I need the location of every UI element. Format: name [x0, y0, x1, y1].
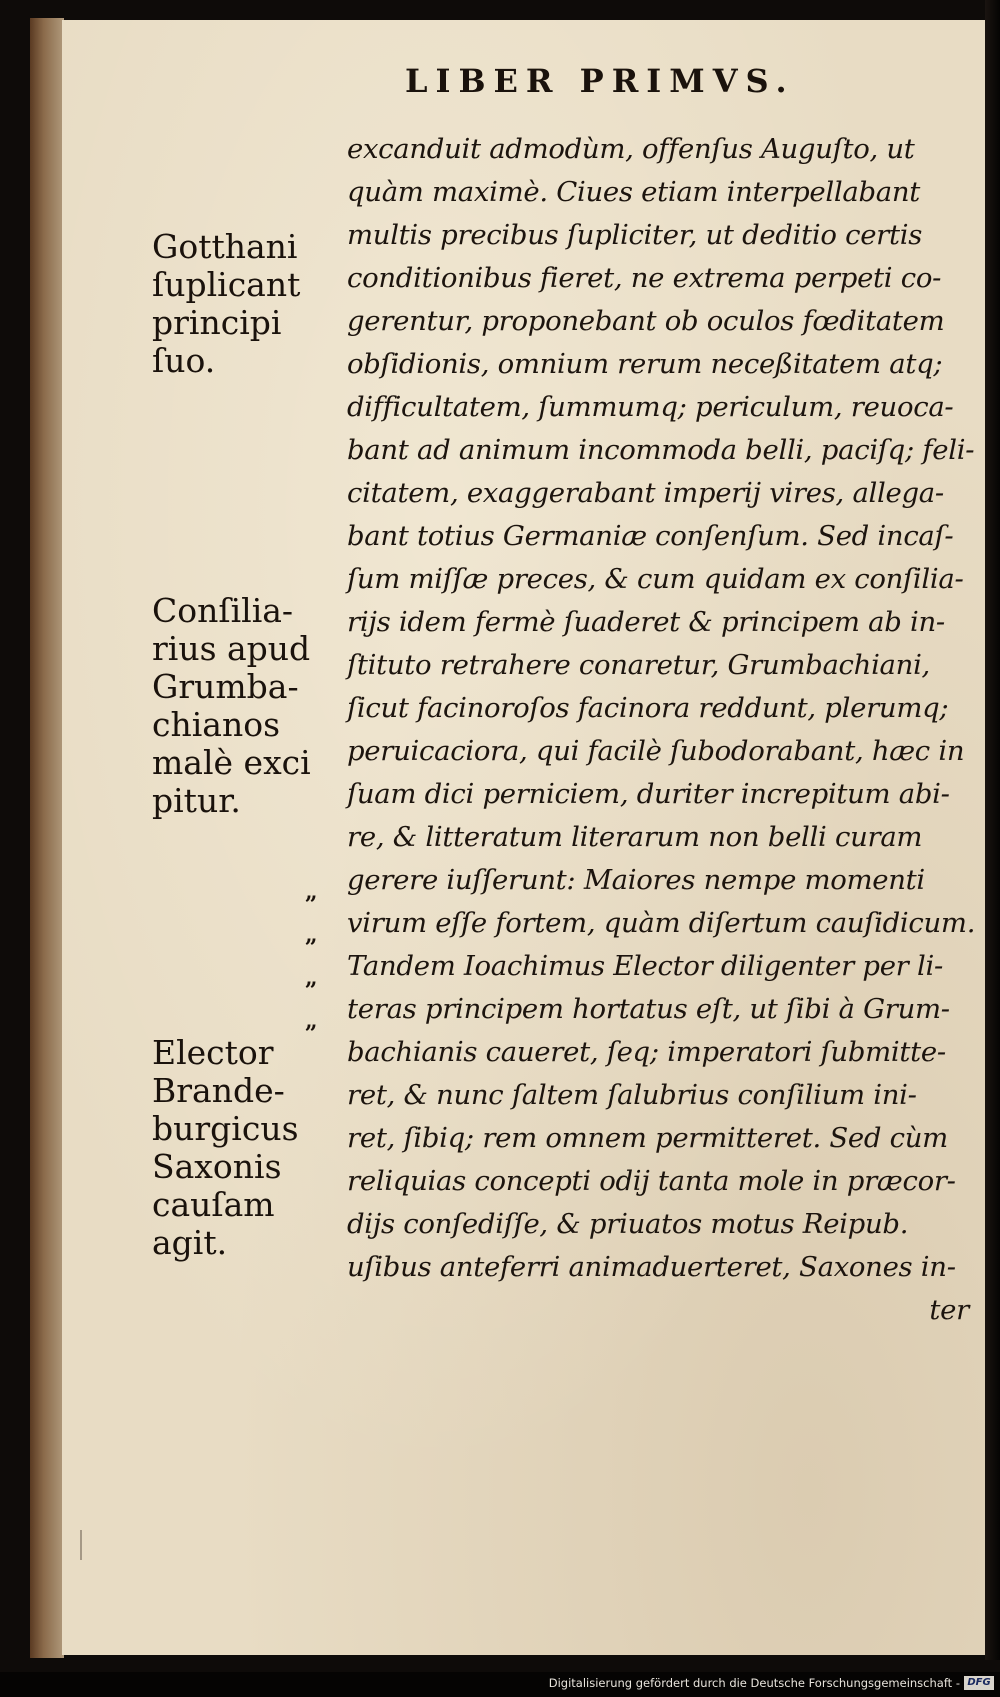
quote-mark: „ — [305, 965, 318, 991]
margin-note-line: Conſilia- — [152, 591, 294, 630]
margin-note-line: ſuplicant — [152, 265, 301, 304]
margin-note-line: pitur. — [152, 781, 241, 820]
margin-note-elector — [152, 1034, 342, 1262]
text-line: ret, ſibiq; rem omnem permitteret. Sed cùm — [347, 1122, 948, 1154]
text-line: citatem, exaggerabant imperij vires, allega- — [347, 477, 944, 509]
text-line: reliquias concepti odij tanta mole in præcor- — [347, 1165, 956, 1197]
text-line: conditionibus fieret, ne extrema perpeti co- — [347, 262, 942, 294]
text-line: obſidionis, omnium rerum neceßitatem atq; — [347, 348, 943, 380]
text-line: ſtituto retrahere conaretur, Grumbachiani, — [347, 649, 931, 681]
dfg-logo: DFG — [964, 1676, 994, 1690]
margin-note-line: Grumba- — [152, 667, 299, 706]
text-line: difficultatem, ſummumq; periculum, reuoca- — [347, 391, 954, 423]
text-line: ſuam dici perniciem, duriter increpitum abi- — [347, 778, 950, 810]
margin-note-gotthani — [152, 228, 342, 380]
quote-mark: „ — [305, 879, 318, 905]
catchword: ter — [929, 1294, 969, 1326]
text-line: gerentur, proponebant ob oculos fœditatem — [347, 305, 945, 337]
margin-note-line: cauſam — [152, 1185, 275, 1224]
quote-mark: „ — [305, 1008, 318, 1034]
text-line: teras principem hortatus eſt, ut ſibi à Grum- — [347, 993, 950, 1025]
text-line: excanduit admodùm, offenſus Auguſto, ut — [347, 133, 915, 165]
margin-note-line: malè exci — [152, 743, 311, 782]
margin-note-consiliarius — [152, 592, 342, 820]
text-line: bachianis caueret, ſeq; imperatori ſubmitte- — [347, 1036, 946, 1068]
margin-note-line: Saxonis — [152, 1147, 282, 1186]
text-line: rijs idem fermè ſuaderet & principem ab in- — [347, 606, 945, 638]
text-line: re, & litteratum literarum non belli curam — [347, 821, 923, 853]
margin-note-line: Gotthani — [152, 227, 298, 266]
margin-note-line: chianos — [152, 705, 281, 744]
quotation-marks — [305, 871, 318, 1043]
text-line: bant ad animum incommoda belli, paciſq; feli- — [347, 434, 975, 466]
text-line: Tandem Ioachimus Elector diligenter per li- — [347, 950, 943, 982]
margin-note-line: ſuo. — [152, 341, 216, 380]
page-right-shadow — [985, 0, 1000, 1660]
margin-note-line: rius apud — [152, 629, 311, 668]
margin-note-line: principi — [152, 303, 282, 342]
digitization-credit: Digitalisierung gefördert durch die Deutsche Forschungsgemeinschaft - — [548, 1676, 960, 1690]
text-line: ret, & nunc ſaltem ſalubrius conſilium ini- — [347, 1079, 917, 1111]
margin-note-line: agit. — [152, 1223, 228, 1262]
margin-note-line: Brande- — [152, 1071, 285, 1110]
text-line: multis precibus ſupliciter, ut deditio certis — [347, 219, 923, 251]
text-line: quàm maximè. Ciues etiam interpellabant — [347, 176, 921, 208]
running-title: LIBER PRIMVS. — [405, 62, 795, 100]
text-line: uſibus anteferri animaduerteret, Saxones in- — [347, 1251, 956, 1283]
text-line: bant totius Germaniæ conſenſum. Sed incaſ- — [347, 520, 954, 552]
paper-mark — [80, 1530, 88, 1560]
text-line: peruicaciora, qui facilè ſubodorabant, hæc in — [347, 735, 965, 767]
margin-note-line: burgicus — [152, 1109, 299, 1148]
body-text — [347, 128, 977, 1332]
text-line: dijs conſediſſe, & priuatos motus Reipub. — [347, 1208, 909, 1240]
text-line: ſicut facinoroſos facinora reddunt, plerumq; — [347, 692, 949, 724]
text-line: virum eſſe fortem, quàm diſertum cauſidicum. — [347, 907, 976, 939]
quote-mark: „ — [305, 922, 318, 948]
text-line: gerere iuſſerunt: Maiores nempe momenti — [347, 864, 925, 896]
margin-note-line: Elector — [152, 1033, 274, 1072]
binding-edge — [30, 18, 64, 1658]
text-line: ſum miſſæ preces, & cum quidam ex conſilia- — [347, 563, 964, 595]
